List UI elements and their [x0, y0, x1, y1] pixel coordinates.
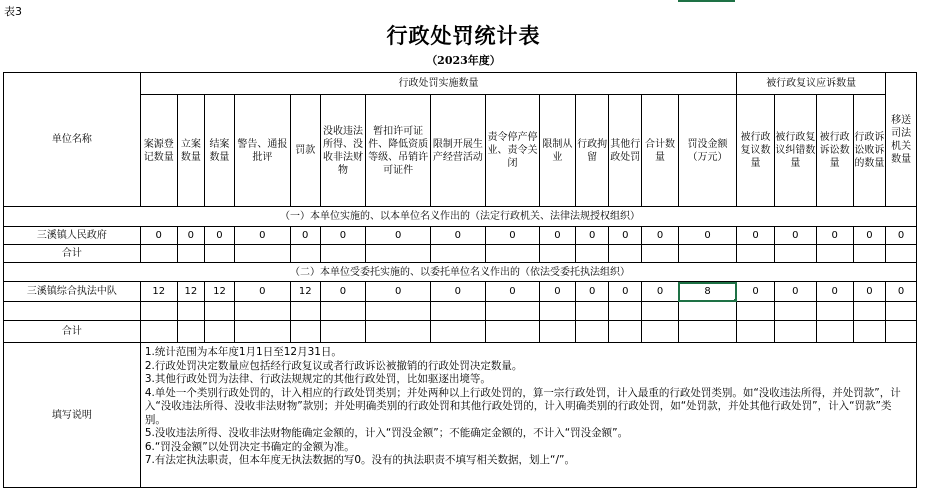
- data-cell[interactable]: 0: [886, 227, 917, 245]
- header-col-confiscation[interactable]: 没收违法所得、没收非法财物: [320, 95, 366, 207]
- data-cell[interactable]: 0: [430, 227, 485, 245]
- data-cell[interactable]: [678, 321, 736, 343]
- unit-name-cell[interactable]: 三溪镇人民政府: [4, 227, 141, 245]
- data-cell[interactable]: 0: [575, 282, 609, 302]
- data-cell[interactable]: 12: [140, 282, 177, 302]
- header-col-fine[interactable]: 罚款: [290, 95, 320, 207]
- note-line: 7.有法定执法职责，但本年度无执法数据的写0。没有的执法职责不填写相关数据，划上“/”。: [144, 454, 575, 466]
- table-row: [4, 321, 917, 343]
- header-col-other-penalty[interactable]: 其他行政处罚: [609, 95, 642, 207]
- header-group-review[interactable]: 被行政复议应诉数量: [737, 73, 886, 95]
- data-cell[interactable]: 0: [234, 227, 290, 245]
- note-line: 3.其他行政处罚为法律、行政法规规定的其他行政处罚，比如驱逐出境等。: [144, 373, 491, 385]
- header-col-restrict-production[interactable]: 限制开展生产经营活动: [430, 95, 485, 207]
- notes-content[interactable]: [140, 343, 916, 488]
- table-row: [4, 227, 917, 245]
- data-cell[interactable]: [485, 321, 539, 343]
- data-cell[interactable]: [485, 245, 539, 263]
- data-cell[interactable]: 12: [177, 282, 205, 302]
- header-unit-name[interactable]: 单位名称: [4, 73, 141, 207]
- data-cell[interactable]: [609, 245, 642, 263]
- report-title: 行政处罚统计表: [386, 23, 541, 48]
- section-2-label[interactable]: （二）本单位受委托实施的、以委托单位名义作出的（依法受委托执法组织）: [4, 263, 917, 282]
- data-cell[interactable]: 0: [540, 282, 576, 302]
- data-cell[interactable]: 0: [609, 227, 642, 245]
- data-cell[interactable]: [366, 302, 430, 321]
- data-cell[interactable]: [642, 321, 679, 343]
- data-cell[interactable]: [678, 302, 736, 321]
- data-cell[interactable]: [774, 321, 816, 343]
- data-cell[interactable]: [575, 321, 609, 343]
- data-cell[interactable]: 0: [816, 282, 853, 302]
- data-cell[interactable]: [366, 321, 430, 343]
- data-cell[interactable]: [853, 302, 886, 321]
- notes-label[interactable]: 填写说明: [4, 343, 141, 488]
- header-col-cases-filed[interactable]: 立案数量: [177, 95, 205, 207]
- data-cell[interactable]: 0: [320, 282, 366, 302]
- note-line: 5.没收违法所得、没收非法财物能确定金额的，计入“罚没金额”；不能确定金额的，不计入“罚没金额”。: [144, 427, 629, 439]
- data-cell[interactable]: [609, 321, 642, 343]
- header-group-implementation[interactable]: 行政处罚实施数量: [140, 73, 736, 95]
- data-cell[interactable]: [366, 245, 430, 263]
- data-cell[interactable]: 0: [678, 227, 736, 245]
- data-cell[interactable]: [234, 245, 290, 263]
- data-cell[interactable]: [816, 321, 853, 343]
- data-cell[interactable]: [774, 245, 816, 263]
- data-cell[interactable]: 0: [485, 282, 539, 302]
- report-subtitle: （2023年度）: [426, 54, 501, 67]
- data-cell[interactable]: [853, 245, 886, 263]
- header-col-total[interactable]: 合计数量: [642, 95, 679, 207]
- header-col-litigation-lost[interactable]: 行政诉讼败诉的数量: [853, 95, 886, 207]
- selected-cell-value: 8: [704, 286, 711, 297]
- data-cell[interactable]: [290, 302, 320, 321]
- note-line: 4.单处一个类别行政处罚的，计入相应的行政处罚类别；并处两种以上行政处罚的，算一宗行政处罚，计入最重的行政处罚类别。如“没收违法所得，并处罚款”，计入“没收违法所得、没收非法财物”款别；并处明确类别的行政处罚和其他行政处罚的，计入明确类别的行政处罚，如“处罚款，并处其他行政处罚”，计入“罚款”类别。: [144, 386, 901, 426]
- table-row: [4, 245, 917, 263]
- data-cell[interactable]: [737, 245, 775, 263]
- data-cell[interactable]: [430, 245, 485, 263]
- note-line: 2.行政处罚决定数量应包括经行政复议或者行政诉讼被撤销的行政处罚决定数量。: [144, 359, 523, 372]
- data-cell[interactable]: [290, 321, 320, 343]
- data-cell[interactable]: [430, 302, 485, 321]
- data-cell[interactable]: 0: [575, 227, 609, 245]
- note-line: 1.统计范围为本年度1月1日至12月31日。: [144, 346, 342, 358]
- table-row: [4, 282, 917, 302]
- sheet-label: 表3: [4, 5, 22, 18]
- data-cell[interactable]: 0: [609, 282, 642, 302]
- data-cell[interactable]: [140, 302, 177, 321]
- data-cell[interactable]: [205, 302, 235, 321]
- header-col-cases-closed[interactable]: 结案数量: [205, 95, 235, 207]
- data-cell[interactable]: 0: [540, 227, 576, 245]
- data-cell[interactable]: [320, 321, 366, 343]
- data-cell[interactable]: [816, 245, 853, 263]
- data-cell[interactable]: [575, 302, 609, 321]
- data-cell[interactable]: 0: [290, 227, 320, 245]
- data-cell[interactable]: 0: [737, 282, 775, 302]
- data-cell[interactable]: 0: [642, 227, 679, 245]
- penalty-statistics-table: [3, 72, 917, 488]
- unit-name-cell[interactable]: 三溪镇综合执法中队: [4, 282, 141, 302]
- data-cell[interactable]: 0: [485, 227, 539, 245]
- data-cell[interactable]: [609, 302, 642, 321]
- data-cell[interactable]: 0: [853, 282, 886, 302]
- data-cell[interactable]: 0: [234, 282, 290, 302]
- section-1-label[interactable]: （一）本单位实施的、以本单位名义作出的（法定行政机关、法律法规授权组织）: [4, 207, 917, 227]
- data-cell[interactable]: 0: [430, 282, 485, 302]
- data-cell[interactable]: 0: [140, 227, 177, 245]
- header-col-litigation-count[interactable]: 被行政诉讼数量: [816, 95, 853, 207]
- data-cell[interactable]: [642, 302, 679, 321]
- data-cell[interactable]: [320, 245, 366, 263]
- data-cell[interactable]: [886, 321, 917, 343]
- data-cell[interactable]: 0: [177, 227, 205, 245]
- data-cell[interactable]: [816, 302, 853, 321]
- table-row: [4, 302, 917, 321]
- header-col-license-suspension[interactable]: 暂扣许可证件、降低资质等级、吊销许可证件: [366, 95, 430, 207]
- data-cell[interactable]: [540, 245, 576, 263]
- data-cell[interactable]: [234, 321, 290, 343]
- data-cell[interactable]: 0: [642, 282, 679, 302]
- data-cell[interactable]: [678, 245, 736, 263]
- data-cell[interactable]: [853, 321, 886, 343]
- header-col-fine-amount[interactable]: 罚没金额（万元）: [678, 95, 736, 207]
- data-cell[interactable]: [540, 321, 576, 343]
- fill-handle[interactable]: [734, 299, 737, 302]
- header-col-review-corrected[interactable]: 被行政复议纠错数量: [774, 95, 816, 207]
- data-cell[interactable]: [290, 245, 320, 263]
- data-cell[interactable]: 0: [774, 227, 816, 245]
- data-cell[interactable]: 0: [320, 227, 366, 245]
- data-cell[interactable]: 0: [886, 282, 917, 302]
- data-cell[interactable]: [886, 245, 917, 263]
- data-cell[interactable]: [540, 302, 576, 321]
- data-cell[interactable]: [737, 302, 775, 321]
- selected-cell[interactable]: [678, 282, 736, 302]
- column-selection-marker: [678, 0, 735, 2]
- header-col-restrict-practice[interactable]: 限制从业: [540, 95, 576, 207]
- data-cell[interactable]: 0: [366, 227, 430, 245]
- data-cell[interactable]: [320, 302, 366, 321]
- data-cell[interactable]: [737, 321, 775, 343]
- empty-cell[interactable]: [4, 302, 141, 321]
- data-cell[interactable]: 12: [205, 282, 235, 302]
- data-cell[interactable]: [642, 245, 679, 263]
- header-col-order-closure[interactable]: 责令停产停业、责令关闭: [485, 95, 539, 207]
- note-line: 6.“罚没金额”以处罚决定书确定的金额为准。: [144, 440, 355, 453]
- data-cell[interactable]: 0: [737, 227, 775, 245]
- data-cell[interactable]: [485, 302, 539, 321]
- data-cell[interactable]: [774, 302, 816, 321]
- data-cell[interactable]: [575, 245, 609, 263]
- data-cell[interactable]: 0: [853, 227, 886, 245]
- data-cell[interactable]: [234, 302, 290, 321]
- header-col-case-registered[interactable]: 案源登记数量: [140, 95, 177, 207]
- total-label-cell[interactable]: 合计: [4, 245, 141, 263]
- data-cell[interactable]: 0: [816, 227, 853, 245]
- data-cell[interactable]: [177, 321, 205, 343]
- data-cell[interactable]: [177, 245, 205, 263]
- data-cell[interactable]: [205, 321, 235, 343]
- data-cell[interactable]: 0: [774, 282, 816, 302]
- header-col-detention[interactable]: 行政拘留: [575, 95, 609, 207]
- header-col-review-count[interactable]: 被行政复议数量: [737, 95, 775, 207]
- data-cell[interactable]: [140, 321, 177, 343]
- data-cell[interactable]: [430, 321, 485, 343]
- data-cell[interactable]: 0: [205, 227, 235, 245]
- data-cell[interactable]: 0: [366, 282, 430, 302]
- data-cell[interactable]: [886, 302, 917, 321]
- header-col-warning[interactable]: 警告、通报批评: [234, 95, 290, 207]
- header-transfer-judicial[interactable]: 移送司法机关数量: [886, 73, 917, 207]
- data-cell[interactable]: [205, 245, 235, 263]
- data-cell[interactable]: 12: [290, 282, 320, 302]
- total-label-cell[interactable]: 合计: [4, 321, 141, 343]
- data-cell[interactable]: [140, 245, 177, 263]
- data-cell[interactable]: [177, 302, 205, 321]
